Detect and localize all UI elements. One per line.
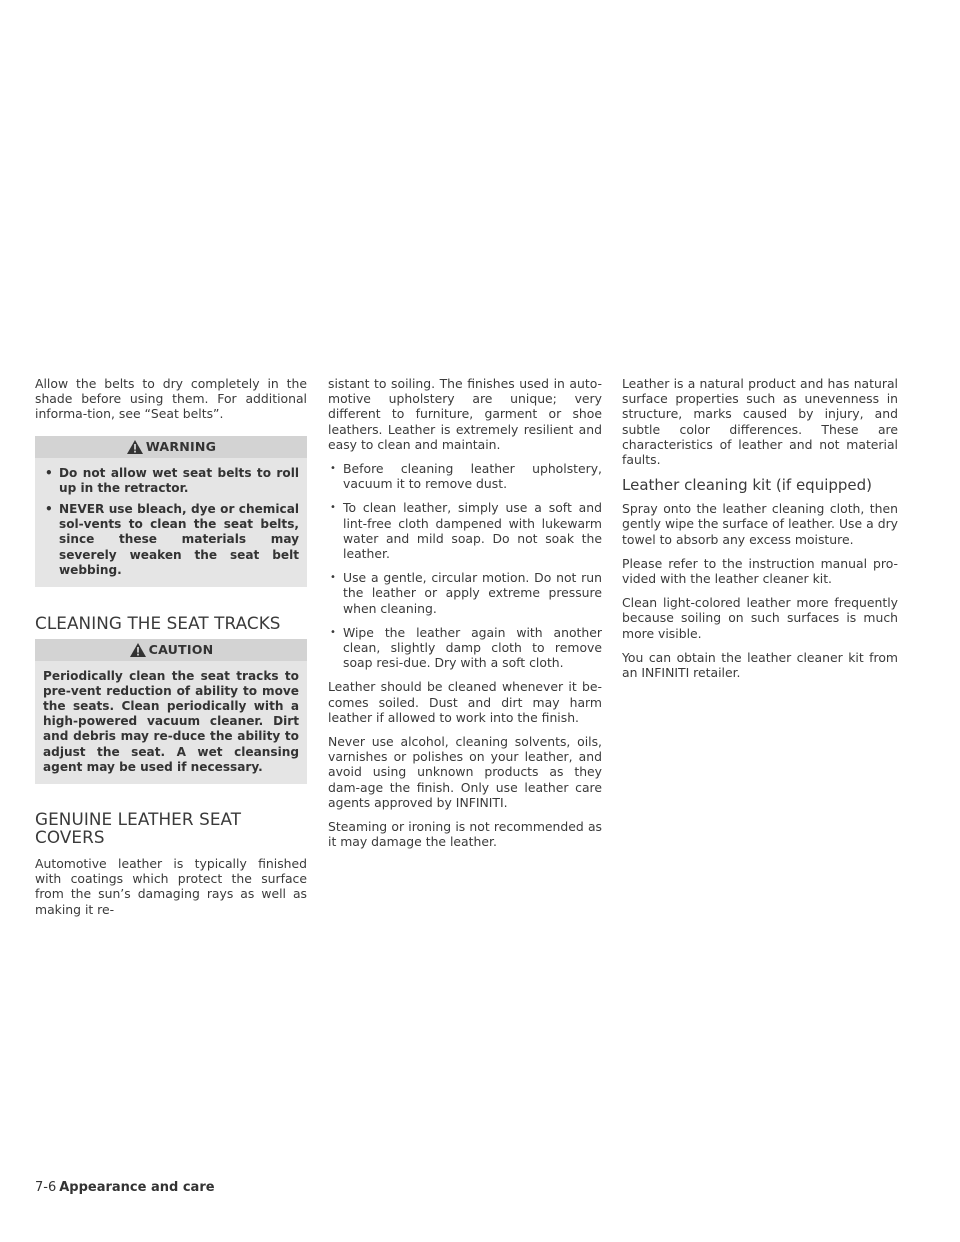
column-left [35, 376, 307, 926]
paragraph: Spray onto the leather cleaning cloth, then gently wipe the surface of leather. Use a dry towel to absorb any excess moisture. [622, 501, 898, 547]
warning-body [35, 458, 307, 587]
paragraph: Steaming or ironing is not recommended as it may damage the leather. [328, 819, 602, 850]
cleaning-steps-list [328, 461, 602, 670]
paragraph: sistant to soiling. The finishes used in auto-motive upholstery are unique; very different to furniture, garment or shoe leathers. Leather is extremely resilient and easy to clean and maintain. [328, 376, 602, 452]
paragraph: Leather is a natural product and has natural surface properties such as unevenness in structure, marks caused by injury, and subtle color differences. These are characteristics of leather and not material faults. [622, 376, 898, 468]
caution-body [35, 661, 307, 784]
paragraph: Clean light-colored leather more frequently because soiling on such surfaces is much more visible. [622, 595, 898, 641]
heading-seat-tracks: CLEANING THE SEAT TRACKS [35, 613, 281, 634]
leather-intro-paragraph: Automotive leather is typically finished with coatings which protect the surface from the sun’s damaging rays as well as making it re- [35, 855, 307, 917]
caution-box [35, 639, 307, 784]
list-item: • Before cleaning leather upholstery, vacuum it to remove dust. [328, 461, 602, 491]
section-title: Appearance and care [59, 1180, 215, 1195]
list-item: • Wipe the leather again with another clean, slightly damp cloth to remove soap resi-due. Dry with a soft cloth. [328, 625, 602, 671]
warning-icon [126, 439, 144, 455]
caution-title: CAUTION [148, 641, 214, 657]
caution-icon [129, 642, 147, 658]
column-middle [328, 376, 602, 858]
warning-item: • Do not allow wet seat belts to roll up in the retractor. [43, 466, 299, 496]
paragraph: Leather should be cleaned whenever it be-comes soiled. Dust and dirt may harm leather if allowed to work into the finish. [328, 679, 602, 725]
caution-header [35, 639, 307, 661]
page-footer [35, 1180, 215, 1196]
intro-paragraph: Allow the belts to dry completely in the shade before using them. For additional informa-tion, see “Seat belts”. [35, 376, 307, 422]
heading-leather-cleaning-kit: Leather cleaning kit (if equipped) [622, 476, 873, 495]
column-right [622, 376, 898, 689]
warning-box [35, 436, 307, 587]
paragraph: Never use alcohol, cleaning solvents, oils, varnishes or polishes on your leather, and avoid using unknown products as they dam-age the finish. Only use leather care agents approved by INFINITI. [328, 734, 602, 810]
list-item: • To clean leather, simply use a soft and lint-free cloth dampened with lukewarm water and mild soap. Do not soak the leather. [328, 500, 602, 561]
warning-header [35, 436, 307, 458]
warning-title: WARNING [145, 439, 217, 454]
list-item: • Use a gentle, circular motion. Do not run the leather or apply extreme pressure when cleaning. [328, 570, 602, 616]
page-number: 7-6 [35, 1180, 57, 1195]
heading-leather-seat-covers: GENUINE LEATHER SEAT COVERS [35, 808, 242, 848]
caution-text: Periodically clean the seat tracks to pre-vent reduction of ability to move the seats. Clean periodically with a high-powered vacuum cleaner. Dirt and debris may re-duce the ability to adjust the seat. A wet cleansing agent may be used if necessary. [43, 668, 299, 774]
warning-item: • NEVER use bleach, dye or chemical sol-vents to clean the seat belts, since these materials may severely weaken the seat belt webbing. [43, 502, 299, 578]
paragraph: Please refer to the instruction manual pro-vided with the leather cleaner kit. [622, 555, 898, 587]
paragraph: You can obtain the leather cleaner kit from an INFINITI retailer. [622, 649, 898, 681]
